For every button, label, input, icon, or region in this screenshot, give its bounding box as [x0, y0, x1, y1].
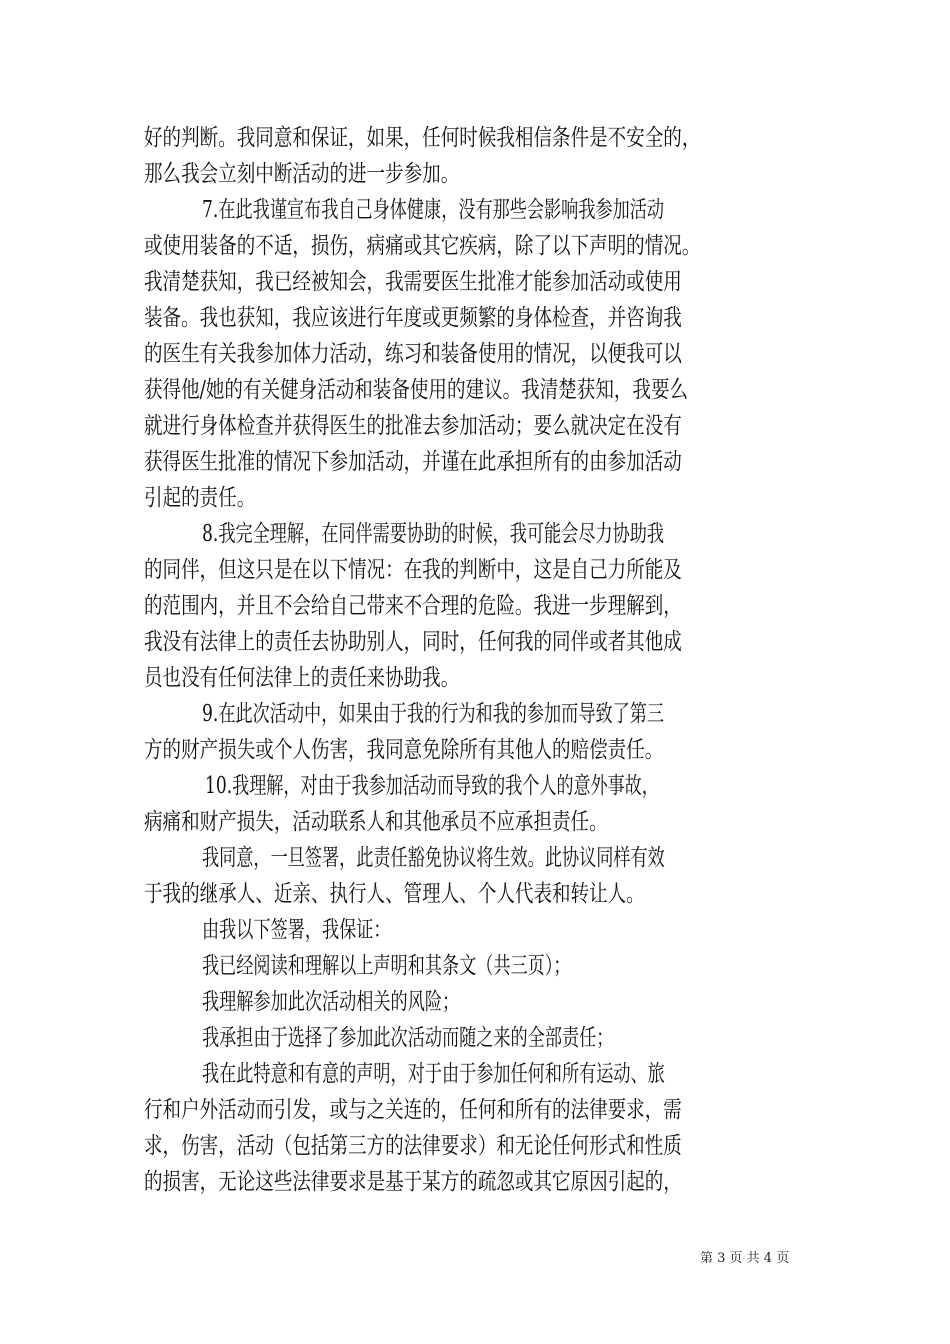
text-line: 行和户外活动而引发，或与之关连的，任何和所有的法律要求，需 [144, 1097, 682, 1123]
text-line: 获得他/她的有关健身活动和装备使用的建议。我清楚获知，我要么 [144, 377, 689, 403]
text-line: 7.在此我谨宣布我自己身体健康，没有那些会影响我参加活动 [202, 197, 665, 223]
text-line: 我清楚获知，我已经被知会，我需要医生批准才能参加活动或使用 [144, 269, 682, 295]
text-line: 我同意，一旦签署，此责任豁免协议将生效。此协议同样有效 [202, 845, 665, 871]
text-line: 引起的责任。 [144, 485, 256, 511]
text-line: 方的财产损失或个人伤害，我同意免除所有其他人的赔偿责任。 [144, 737, 664, 763]
text-line: 的同伴，但这只是在以下情况：在我的判断中，这是自己力所能及 [144, 557, 682, 583]
text-line: 求，伤害，活动（包括第三方的法律要求）和无论任何形式和性质 [144, 1133, 682, 1159]
text-line: 我已经阅读和理解以上声明和其条文（共三页）； [202, 953, 571, 979]
text-line: 那么我会立刻中断活动的进一步参加。 [144, 161, 460, 187]
text-line: 我理解参加此次活动相关的风险； [202, 989, 460, 1015]
text-line: 装备。我也获知，我应该进行年度或更频繁的身体检查，并咨询我 [144, 305, 682, 331]
text-line: 我承担由于选择了参加此次活动而随之来的全部责任； [202, 1025, 614, 1051]
text-line: 的损害，无论这些法律要求是基于某方的疏忽或其它原因引起的， [144, 1169, 682, 1195]
text-line: 好的判断。我同意和保证，如果，任何时候我相信条件是不安全的， [144, 125, 701, 151]
text-line: 由我以下签署，我保证： [202, 917, 391, 943]
page-number-footer: 第 3 页 共 4 页 [700, 1251, 790, 1266]
text-line: 的范围内，并且不会给自己带来不合理的危险。我进一步理解到， [144, 593, 682, 619]
text-line: 的医生有关我参加体力活动，练习和装备使用的情况，以便我可以 [144, 341, 682, 367]
text-line: 我没有法律上的责任去协助别人，同时，任何我的同伴或者其他成 [144, 629, 682, 655]
text-line: 或使用装备的不适，损伤，病痛或其它疾病，除了以下声明的情况。 [144, 233, 701, 259]
text-line: 10.我理解，对由于我参加活动而导致的我个人的意外事故， [205, 773, 659, 799]
text-line: 病痛和财产损失，活动联系人和其他承员不应承担责任。 [144, 809, 608, 835]
text-line: 获得医生批准的情况下参加活动，并谨在此承担所有的由参加活动 [144, 449, 682, 475]
text-line: 8.我完全理解，在同伴需要协助的时候，我可能会尽力协助我 [202, 521, 665, 547]
text-line: 于我的继承人、近亲、执行人、管理人、个人代表和转让人。 [144, 881, 645, 907]
text-line: 我在此特意和有意的声明，对于由于参加任何和所有运动、旅 [202, 1061, 665, 1087]
text-line: 员也没有任何法律上的责任来协助我。 [144, 665, 460, 691]
text-line: 就进行身体检查并获得医生的批准去参加活动；要么就决定在没有 [144, 413, 682, 439]
text-line: 9.在此次活动中，如果由于我的行为和我的参加而导致了第三 [202, 701, 665, 727]
